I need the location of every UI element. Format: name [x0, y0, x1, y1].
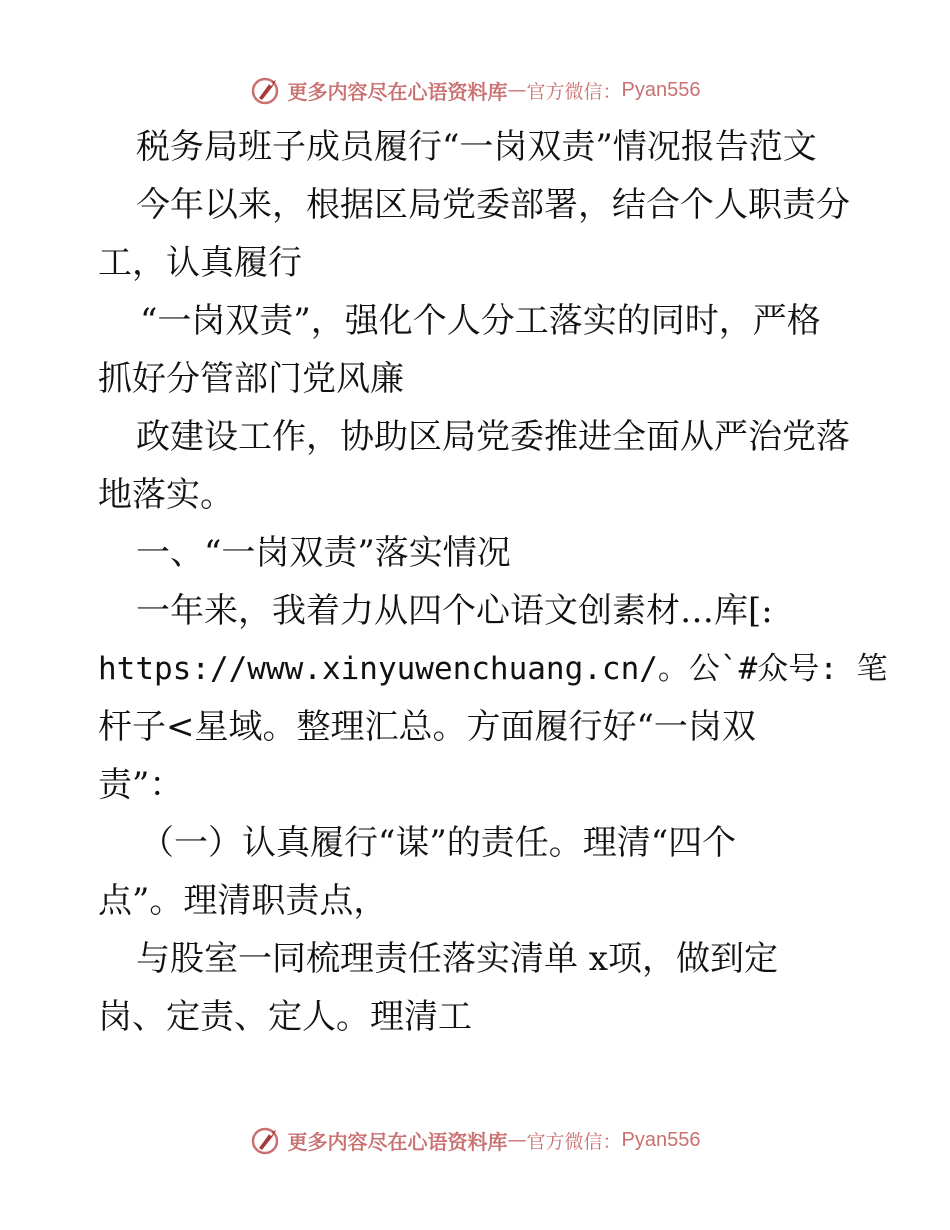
watermark-wechat-id: Pyan556	[621, 1128, 701, 1151]
pen-nib-logo-icon	[250, 1124, 282, 1156]
paragraph-line: 与股室一同梳理责任落实清单 x项，做到定	[136, 939, 778, 979]
subsection-heading: （一）认真履行“谋”的责任。理清“四个	[140, 823, 737, 863]
paragraph-line: 责”：	[98, 765, 184, 805]
watermark-banner-top	[0, 70, 950, 110]
watermark-site-text: 更多内容尽在心语资料库	[287, 79, 508, 104]
paragraph-line-url: https://www.xinyuwenchuang.cn/。公`#众号: 笔	[98, 651, 888, 687]
watermark-site-text: 更多内容尽在心语资料库	[287, 1129, 508, 1154]
document-title: 税务局班子成员履行“一岗双责”情况报告范文	[136, 127, 817, 167]
paragraph-line: 杆子<星域。整理汇总。方面履行好“一岗双	[98, 707, 756, 747]
watermark-banner-bottom	[0, 1120, 950, 1160]
paragraph-line: 工，认真履行	[98, 243, 302, 283]
paragraph-line: 岗、定责、定人。理清工	[98, 997, 472, 1037]
paragraph-line: 政建设工作，协助区局党委推进全面从严治党落	[136, 417, 850, 457]
watermark-wechat-label: 官方微信：	[526, 80, 622, 103]
paragraph-line: “一岗双责”，强化个人分工落实的同时，严格	[140, 301, 821, 341]
watermark-separator: —	[507, 1129, 527, 1151]
section-heading: 一、“一岗双责”落实情况	[136, 533, 511, 573]
paragraph-line: 点”。理清职责点，	[98, 881, 388, 921]
pen-nib-logo-icon	[250, 74, 282, 106]
paragraph-line: 抓好分管部门党风廉	[98, 359, 404, 399]
paragraph-line: 一年来，我着力从四个心语文创素材…库[:	[136, 591, 773, 631]
watermark-wechat-id: Pyan556	[621, 78, 701, 101]
watermark-separator: —	[507, 79, 527, 101]
watermark-wechat-label: 官方微信：	[526, 1130, 622, 1153]
paragraph-line: 今年以来，根据区局党委部署，结合个人职责分	[136, 185, 850, 225]
paragraph-line: 地落实。	[98, 475, 234, 515]
